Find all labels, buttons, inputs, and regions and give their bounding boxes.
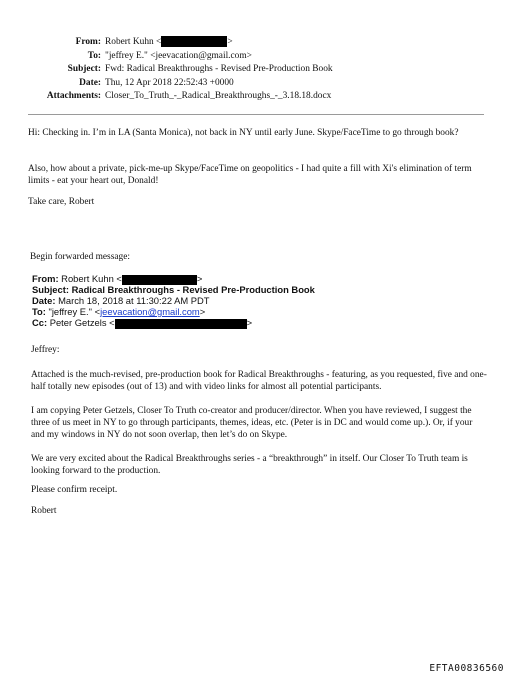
fwd-cc-row: Cc: Peter Getzels < > <box>32 317 253 328</box>
forwarded-header <box>32 273 492 328</box>
redaction-bar <box>161 36 227 47</box>
forwarded-intro: Begin forwarded message: <box>30 252 130 262</box>
email-header <box>0 36 512 104</box>
fwd-cc-name: Peter Getzels < <box>49 317 115 328</box>
fwd-to-row: To: "jeffrey E." <jeevacation@gmail.com> <box>32 306 206 317</box>
header-from-row: From: Robert Kuhn < > <box>0 36 512 50</box>
date-value: Thu, 12 Apr 2018 22:52:43 +0000 <box>105 77 234 88</box>
message-paragraph-1: Hi: Checking in. I’m in LA (Santa Monica), not back in NY until early June. Skype/FaceTime to go through book? <box>28 128 459 138</box>
header-subject-row <box>0 63 512 77</box>
fwd-paragraph-2: I am copying Peter Getzels, Closer To Truth co-creator and producer/director. When you have reviewed, I suggest the three of us meet in NY to go through participants, themes, ideas, etc. (Peter is in DC and would come up.). Or, if your and my windows in NY do not soon overlap, then let’s do on Skype. <box>31 406 473 440</box>
fwd-paragraph-4: Please confirm receipt. <box>31 485 118 495</box>
attachment-link[interactable]: Closer_To_Truth_-_Radical_Breakthroughs_-_3.18.18.docx <box>105 91 332 101</box>
attachments-label: Attachments: <box>46 91 101 101</box>
to-label: To: <box>87 50 101 61</box>
fwd-paragraph-3: We are very excited about the Radical Breakthroughs series - a “breakthrough” in itself. Our Closer To Truth team is looking forward to the production. <box>31 454 468 476</box>
header-date-row <box>0 77 512 91</box>
redaction-bar <box>115 319 247 329</box>
fwd-from-name: Robert Kuhn < <box>61 273 122 284</box>
fwd-from-row: From: Robert Kuhn < > <box>32 273 203 284</box>
to-value: "jeffrey E." <jeevacation@gmail.com> <box>105 50 252 61</box>
fwd-greeting: Jeffrey: <box>31 345 60 355</box>
fwd-subject-row: Subject: Radical Breakthroughs - Revised Pre-Production Book <box>32 284 315 295</box>
header-divider <box>28 114 484 115</box>
fwd-signature: Robert <box>31 506 57 516</box>
fwd-date-row: Date: March 18, 2018 at 11:30:22 AM PDT <box>32 295 210 306</box>
fwd-paragraph-1: Attached is the much-revised, pre-production book for Radical Breakthroughs - featuring, as you requested, five and one-half totally new episodes (out of 13) and with video links for almost all potential participants. <box>31 370 487 392</box>
message-paragraph-2: Also, how about a private, pick-me-up Skype/FaceTime on geopolitics - I had quite a fill with Xi's elimination of term limits - eat your heart out, Donald! <box>28 164 472 186</box>
fwd-subject-value: Radical Breakthroughs - Revised Pre-Production Book <box>71 284 315 295</box>
fwd-to-email-link[interactable]: jeevacation@gmail.com <box>100 306 200 317</box>
subject-value: Fwd: Radical Breakthroughs - Revised Pre-Production Book <box>105 64 333 74</box>
subject-label: Subject: <box>67 64 101 74</box>
document-id: EFTA00836560 <box>429 663 504 674</box>
message-signoff: Take care, Robert <box>28 197 95 207</box>
date-label: Date: <box>79 77 101 88</box>
header-to-row <box>0 50 512 64</box>
from-name: Robert Kuhn < <box>105 37 162 47</box>
fwd-date-value: March 18, 2018 at 11:30:22 AM PDT <box>58 295 210 306</box>
header-attachments-row <box>0 90 512 104</box>
from-label: From: <box>75 37 101 47</box>
